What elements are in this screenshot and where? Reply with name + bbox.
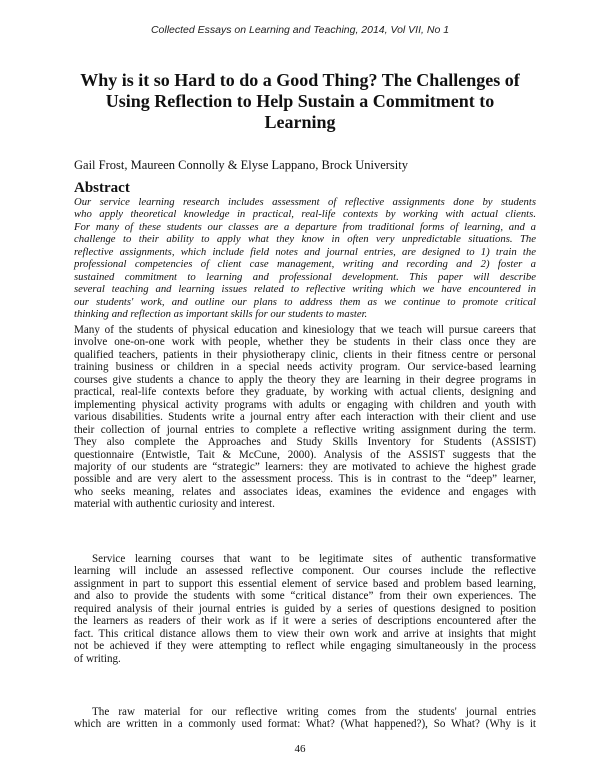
abstract-line: sustained commitment to learning and professional development. This paper will describe: [74, 270, 536, 283]
running-header: Collected Essays on Learning and Teaching, 2014, Vol VII, No 1: [150, 24, 450, 36]
paragraph-line: learning will include an assessed reflective component. Our courses include the reflective: [74, 565, 536, 578]
body-paragraph-2: [74, 553, 536, 665]
title-line: Why is it so Hard to do a Good Thing? The Challenges of: [80, 70, 520, 90]
author-line: Gail Frost, Maureen Connolly & Elyse Lappano, Brock University: [74, 158, 408, 172]
page-number: 46: [294, 743, 306, 755]
abstract-line: challenge to their ability to apply what they know in often very unpredictable situations. The: [74, 233, 536, 246]
paragraph-line: training business or children in a special needs activity program. Our service-based learning: [74, 361, 536, 374]
body-paragraph-1: [74, 324, 536, 511]
paragraph-line: possible and are very alert to the assessment process. This is in contrast to the “deep” learner,: [74, 473, 536, 486]
abstract-line: thinking and reflection as important skills for our students to master.: [74, 308, 368, 321]
abstract-line: professional competencies of client case management, writing and recording and 2) foster a: [74, 258, 536, 271]
abstract-heading: Abstract: [74, 180, 130, 196]
title-line: Using Reflection to Help Sustain a Commitment to: [105, 91, 495, 111]
paragraph-line: courses give students a chance to apply the theory they are learning in their degree programs in: [74, 373, 536, 386]
paragraph-line: various disabilities. Students write a journal entry after each interaction with their client and use: [74, 411, 536, 424]
paragraph-line: material with authentic curiosity and interest.: [74, 498, 275, 511]
body-paragraph-3: [74, 706, 536, 731]
paragraph-line: The raw material for our reflective writing comes from the students' journal entries: [92, 706, 536, 718]
abstract-line: several teaching and learning issues related to reflective writing which we have encountered in: [74, 283, 536, 296]
paragraph-line: of writing.: [74, 652, 121, 665]
paragraph-line: their collection of journal entries to complete a reflective writing assignment during the term.: [74, 423, 536, 436]
abstract-line: who apply theoretical knowledge in practical, real-life contexts by working with actual clients.: [74, 208, 536, 221]
paragraph-line: required analysis of their journal entries is guided by a series of questions designed to position: [74, 602, 536, 615]
paragraph-line: questionnaire (Entwistle, Tait & McCune, 2000). Analysis of the ASSIST suggests that the: [74, 448, 536, 461]
paragraph-line: qualified teachers, patients in their physiotherapy clinic, clients in their fitness centre or personal: [74, 348, 536, 361]
article-title: [60, 70, 540, 133]
paragraph-line: They also complete the Approaches and Study Skills Inventory for Students (ASSIST): [74, 436, 536, 449]
paragraph-line: majority of our students are “strategic” learners: they are motivated to achieve the highest grade: [74, 460, 536, 473]
paragraph-line: which are written in a commonly used format: What? (What happened?), So What? (Why is it: [74, 718, 536, 731]
abstract-line: For many of these students our classes are a departure from traditional forms of learning, and a: [74, 220, 536, 233]
paragraph-line: Service learning courses that want to be legitimate sites of authentic transformative: [92, 553, 536, 565]
paragraph-line: involve one-on-one work with people, whether they be students in their class once they are: [74, 336, 536, 349]
paragraph-line: and also to provide the students with some “critical distance” from their own experiences. The: [74, 590, 536, 603]
abstract-line: Our service learning research includes assessment of reflective assignments done by students: [74, 196, 536, 208]
abstract-line: our students' work, and outline our plans to address them as we continue to promote critical: [74, 295, 536, 308]
paragraph-line: Many of the students of physical education and kinesiology that we teach will pursue careers that: [74, 324, 536, 336]
paragraph-line: the learners as readers of their work as if it were a series of descriptions encountered after the: [74, 615, 536, 628]
abstract-line: reflective assignments, which include field notes and journal entries, are designed to 1) train the: [74, 245, 536, 258]
title-line: Learning: [264, 112, 336, 132]
paragraph-line: who seeks meaning, relates and associates ideas, examines the evidence and engages with: [74, 485, 536, 498]
paragraph-line: not be achieved if they were attempting to reflect while engaging simultaneously in the process: [74, 640, 536, 653]
paragraph-line: practical, real-life contexts before they graduate, by working with actual clients, designing and: [74, 386, 536, 399]
abstract-body: [74, 196, 536, 321]
paragraph-line: implementing physical activity programs with adults or engaging with children and youth with: [74, 398, 536, 411]
paragraph-line: fact. This critical distance allows them to view their own work and arrive at insights that might: [74, 627, 536, 640]
paragraph-line: assignment in part to support this essential element of service based and problem based learning,: [74, 577, 536, 590]
